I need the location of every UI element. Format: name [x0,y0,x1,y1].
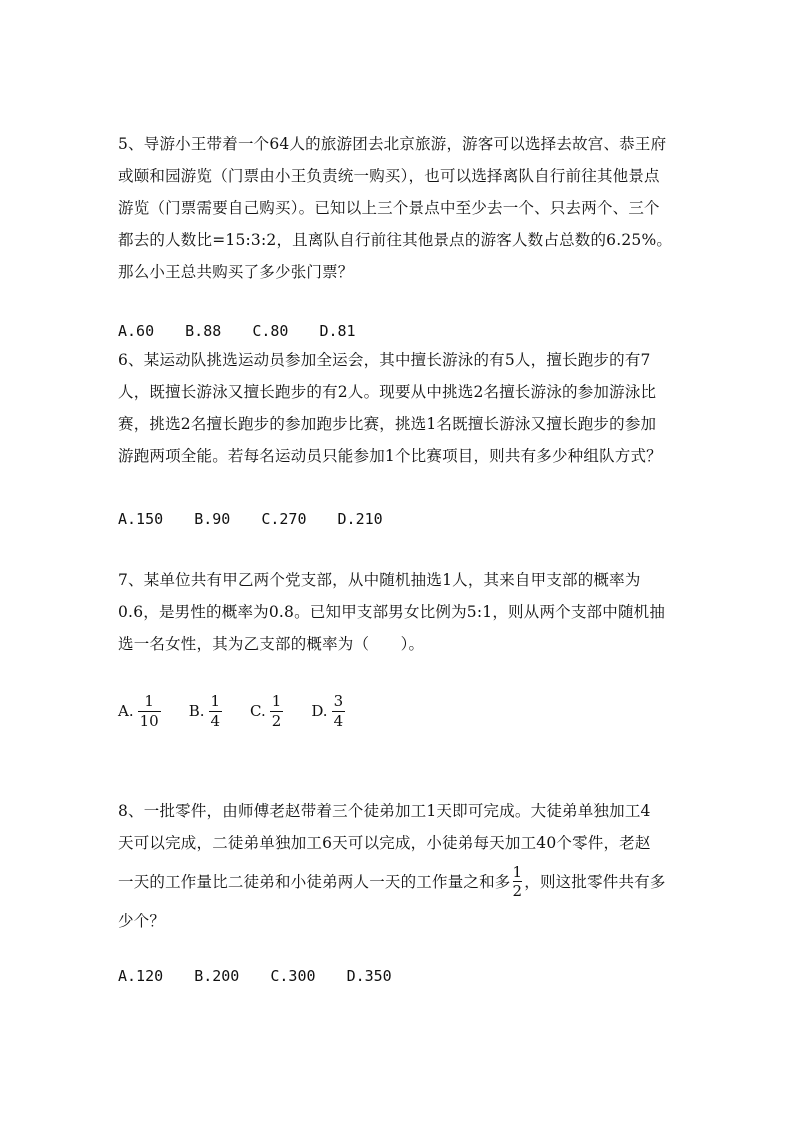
fraction-numerator: 1 [210,691,221,710]
fraction-denominator: 2 [271,711,282,730]
question-text-line: 都去的人数比=15:3:2，且离队自行前往其他景点的游客人数占总数的6.25%。 [118,231,673,249]
option-b: B.88 [185,322,222,340]
option-a: A.150 [118,510,164,528]
question-text-line: 8、一批零件，由师傅老赵带着三个徒弟加工1天即可完成。大徒弟单独加工4 [118,802,651,820]
fraction-denominator: 4 [333,711,344,730]
option-d: D.210 [337,510,383,528]
option-a: A.120 [118,967,164,985]
option-c: C.270 [261,510,307,528]
question-text-line: 天可以完成，二徒弟单独加工6天可以完成，小徒弟每天加工40个零件，老赵 [118,834,651,852]
fraction-denominator: 4 [210,711,221,730]
option-c: C.300 [270,967,316,985]
question-text-line: 那么小王总共购买了多少张门票？ [118,263,354,281]
answer-options [118,322,378,340]
fraction [138,693,161,730]
answer-options [118,510,405,528]
option-label: B. [188,702,205,720]
question-text-segment: 一天的工作量比二徒弟和小徒弟两人一天的工作量之和多 [118,873,511,891]
question-text-line: 选一名女性，其为乙支部的概率为（ ）。 [118,635,425,653]
fraction [513,864,523,899]
question-text-line: 游览（门票需要自己购买）。已知以上三个景点中至少去一个、只去两个、三个 [118,199,660,217]
question-text-line: 或颐和园游览（门票由小王负责统一购买），也可以选择离队自行前往其他景点 [118,167,660,185]
answer-options [118,967,414,985]
fraction-numerator: 1 [512,862,523,881]
question-text-line-with-fraction [118,859,678,905]
question-7 [118,564,678,660]
option-c: C.80 [252,322,289,340]
fraction-denominator: 10 [139,711,159,730]
question-text-line: 5、导游小王带着一个64人的旅游团去北京旅游，游客可以选择去故宫、恭王府 [118,135,667,153]
question-text-line: 少个？ [118,912,166,930]
question-text-line: 赛，挑选2名擅长跑步的参加跑步比赛，挑选1名既擅长游泳又擅长跑步的参加 [118,415,657,433]
option-c [250,693,283,730]
fraction [209,693,223,730]
question-text-line: 0.6，是男性的概率为0.8。已知甲支部男女比例为5:1，则从两个支部中随机抽 [118,603,666,621]
fraction [332,693,346,730]
option-a [118,693,161,730]
fraction-numerator: 1 [144,691,154,710]
option-b: B.200 [194,967,240,985]
option-b: B.90 [194,510,231,528]
fraction-numerator: 1 [271,691,282,710]
option-label: A. [118,702,134,720]
option-d: D.81 [319,322,356,340]
option-b [189,693,222,730]
option-a: A.60 [118,322,155,340]
option-label: C. [250,702,266,720]
question-6 [118,344,678,472]
fraction-denominator: 2 [512,881,523,900]
fraction-numerator: 3 [333,691,344,710]
question-text-line: 7、某单位共有甲乙两个党支部，从中随机抽选1人，其来自甲支部的概率为 [118,571,641,589]
question-text-line: 人，既擅长游泳又擅长跑步的有2人。现要从中挑选2名擅长游泳的参加游泳比 [118,383,657,401]
question-5 [118,128,678,288]
option-d [311,693,345,730]
question-text-segment: ，则这批零件共有多 [524,873,666,891]
answer-options [118,688,373,734]
option-d: D.350 [346,967,392,985]
option-label: D. [311,702,328,720]
question-text-line: 6、某运动队挑选运动员参加全运会，其中擅长游泳的有5人，擅长跑步的有7 [118,351,651,369]
question-8 [118,795,678,937]
question-text-line: 游跑两项全能。若每名运动员只能参加1个比赛项目，则共有多少种组队方式？ [118,447,662,465]
fraction [270,693,284,730]
